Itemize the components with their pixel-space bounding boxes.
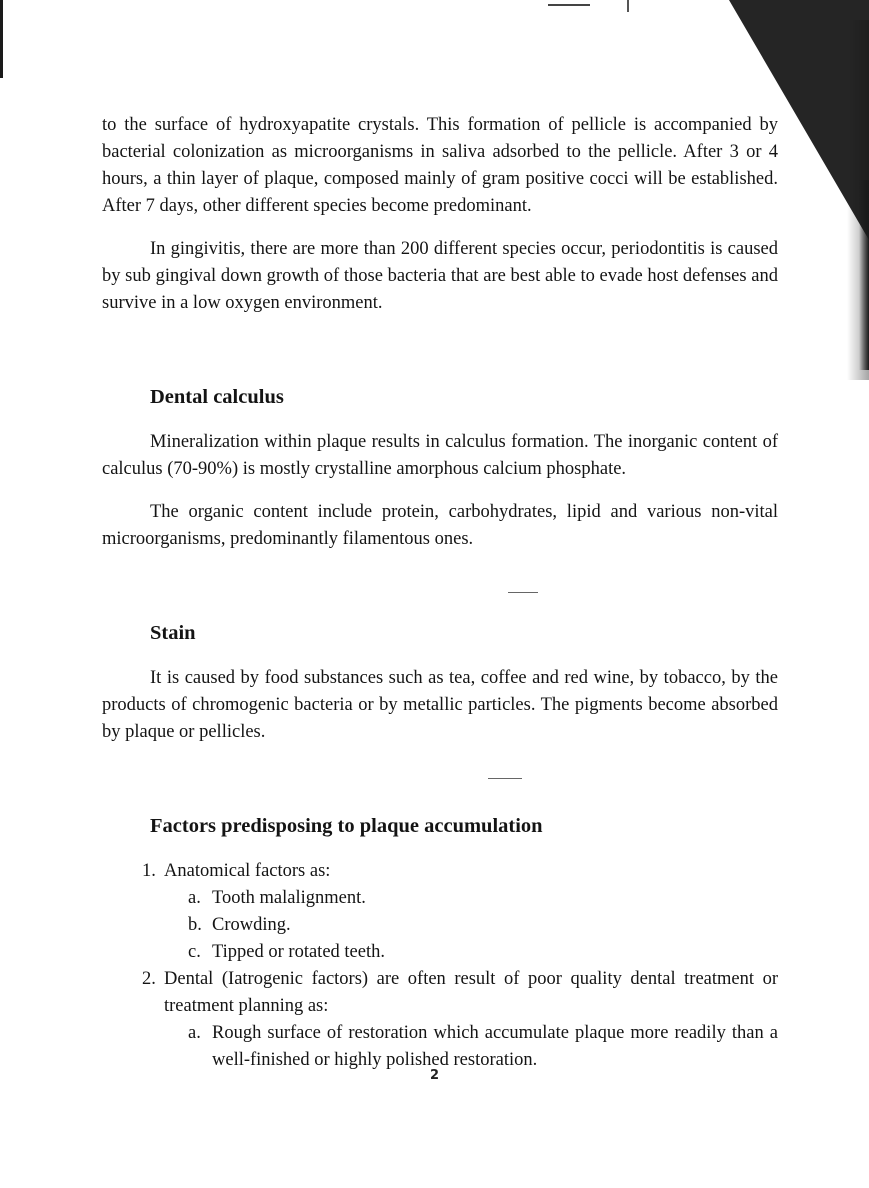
- scan-top-mark: [548, 4, 590, 6]
- page-number: 2: [429, 1068, 440, 1083]
- spacer: [102, 569, 778, 619]
- paragraph-calculus-mineralization: Mineralization within plaque results in calculus formation. The inorganic content of calculus (70-90%) is mostly crystalline amorphous calcium phosphate.: [102, 432, 778, 479]
- section-title-dental-calculus: Dental calculus: [150, 386, 284, 408]
- paragraph-gingivitis: In gingivitis, there are more than 200 different species occur, periodontitis is caused by sub gingival down growth of those bacteria that are best able to evade host defenses and survive in a low oxygen environment.: [102, 239, 778, 313]
- section-title-factors: Factors predisposing to plaque accumulation: [150, 815, 543, 837]
- list-marker: 2.: [142, 969, 156, 989]
- scan-top-tick: [627, 0, 629, 12]
- factors-list: [102, 858, 778, 1074]
- list-item: [142, 966, 778, 1074]
- sub-list-item-text: Crowding.: [212, 915, 291, 935]
- scan-edge-shadow: [859, 180, 869, 370]
- spacer: [102, 762, 778, 812]
- sub-list-item-text: Tipped or rotated teeth.: [212, 942, 385, 962]
- spacer: [102, 333, 778, 383]
- spacer: [102, 647, 778, 665]
- sub-list-marker: b.: [188, 915, 202, 935]
- sub-list-item-text: Rough surface of restoration which accumulate plaque more readily than a well-finished or highly polished restoration.: [212, 1023, 778, 1070]
- list-item: [142, 858, 778, 966]
- section-title-stain: Stain: [150, 622, 196, 644]
- sub-list-item: [188, 1020, 778, 1074]
- sub-list-marker: a.: [188, 1023, 201, 1043]
- spacer: [102, 411, 778, 429]
- list-item-text: Dental (Iatrogenic factors) are often result of poor quality dental treatment or treatment planning as:: [164, 969, 778, 1016]
- sub-list-item: [188, 939, 778, 966]
- paragraph-pellicle: to the surface of hydroxyapatite crystals. This formation of pellicle is accompanied by bacterial colonization as microorganisms in saliva adsorbed to the pellicle. After 3 or 4 hours, a thin layer of plaque, composed mainly of gram positive cocci will be established. After 7 days, other different species become predominant.: [102, 115, 778, 216]
- scan-left-edge-mark: [0, 0, 3, 78]
- paragraph-stain: It is caused by food substances such as tea, coffee and red wine, by tobacco, by the products of chromogenic bacteria or by metallic particles. The pigments become absorbed by plaque or pellicles.: [102, 668, 778, 742]
- document-body: [102, 112, 778, 1074]
- spacer: [102, 840, 778, 858]
- list-item-text: Anatomical factors as:: [164, 861, 331, 881]
- sub-list-marker: a.: [188, 888, 201, 908]
- sub-list-marker: c.: [188, 942, 201, 962]
- list-marker: 1.: [142, 861, 156, 881]
- paragraph-calculus-organic: The organic content include protein, carbohydrates, lipid and various non-vital microorganisms, predominantly filamentous ones.: [102, 502, 778, 549]
- sub-list-item: [188, 912, 778, 939]
- sub-list: [164, 1020, 778, 1074]
- sub-list-item-text: Tooth malalignment.: [212, 888, 366, 908]
- sub-list-item: [188, 885, 778, 912]
- sub-list: [164, 885, 778, 966]
